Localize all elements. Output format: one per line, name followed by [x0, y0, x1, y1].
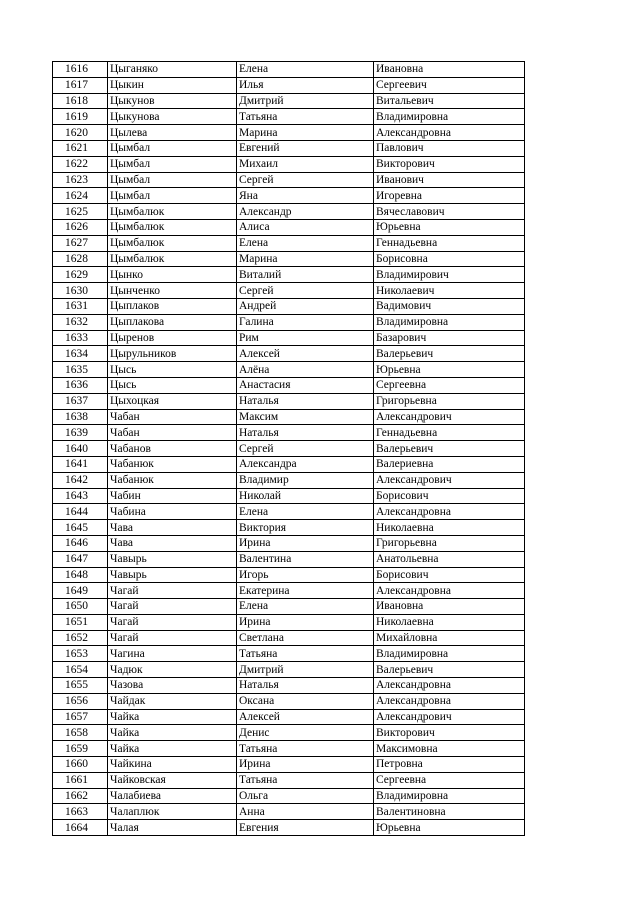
- table-row: [53, 283, 525, 299]
- first-name-cell: Марина: [237, 251, 374, 267]
- row-number-cell: 1645: [53, 520, 108, 536]
- row-number-cell: 1654: [53, 662, 108, 678]
- row-number-cell: 1637: [53, 393, 108, 409]
- row-number-cell: 1644: [53, 504, 108, 520]
- patronymic-cell: Борисовна: [374, 251, 525, 267]
- first-name-cell: Виктория: [237, 520, 374, 536]
- table-row: [53, 362, 525, 378]
- first-name-cell: Александра: [237, 456, 374, 472]
- first-name-cell: Максим: [237, 409, 374, 425]
- patronymic-cell: Валерьевич: [374, 441, 525, 457]
- first-name-cell: Алексей: [237, 709, 374, 725]
- last-name-cell: Цымбалюк: [108, 219, 237, 235]
- first-name-cell: Ирина: [237, 614, 374, 630]
- last-name-cell: Цыкунов: [108, 93, 237, 109]
- row-number-cell: 1658: [53, 725, 108, 741]
- last-name-cell: Чалаплюк: [108, 804, 237, 820]
- table-row: [53, 630, 525, 646]
- row-number-cell: 1642: [53, 472, 108, 488]
- row-number-cell: 1624: [53, 188, 108, 204]
- first-name-cell: Николай: [237, 488, 374, 504]
- last-name-cell: Цымбалюк: [108, 251, 237, 267]
- patronymic-cell: Александровна: [374, 693, 525, 709]
- row-number-cell: 1632: [53, 314, 108, 330]
- last-name-cell: Цыплакова: [108, 314, 237, 330]
- patronymic-cell: Анатольевна: [374, 551, 525, 567]
- last-name-cell: Цырульников: [108, 346, 237, 362]
- patronymic-cell: Александрович: [374, 709, 525, 725]
- patronymic-cell: Владимировна: [374, 109, 525, 125]
- last-name-cell: Чава: [108, 535, 237, 551]
- last-name-cell: Цыплаков: [108, 298, 237, 314]
- row-number-cell: 1638: [53, 409, 108, 425]
- row-number-cell: 1663: [53, 804, 108, 820]
- patronymic-cell: Геннадьевна: [374, 235, 525, 251]
- first-name-cell: Елена: [237, 62, 374, 78]
- row-number-cell: 1618: [53, 93, 108, 109]
- table-row: [53, 425, 525, 441]
- row-number-cell: 1627: [53, 235, 108, 251]
- row-number-cell: 1640: [53, 441, 108, 457]
- row-number-cell: 1630: [53, 283, 108, 299]
- last-name-cell: Чабин: [108, 488, 237, 504]
- patronymic-cell: Викторович: [374, 156, 525, 172]
- patronymic-cell: Геннадьевна: [374, 425, 525, 441]
- last-name-cell: Чагай: [108, 583, 237, 599]
- first-name-cell: Сергей: [237, 283, 374, 299]
- patronymic-cell: Сергеевна: [374, 772, 525, 788]
- row-number-cell: 1649: [53, 583, 108, 599]
- table-row: [53, 330, 525, 346]
- row-number-cell: 1626: [53, 219, 108, 235]
- row-number-cell: 1625: [53, 204, 108, 220]
- last-name-cell: Цысь: [108, 362, 237, 378]
- first-name-cell: Елена: [237, 235, 374, 251]
- first-name-cell: Татьяна: [237, 646, 374, 662]
- table-row: [53, 725, 525, 741]
- row-number-cell: 1616: [53, 62, 108, 78]
- table-row: [53, 267, 525, 283]
- last-name-cell: Цымбалюк: [108, 204, 237, 220]
- patronymic-cell: Владимирович: [374, 267, 525, 283]
- patronymic-cell: Ивановна: [374, 62, 525, 78]
- patronymic-cell: Александрович: [374, 409, 525, 425]
- row-number-cell: 1655: [53, 678, 108, 694]
- first-name-cell: Ирина: [237, 535, 374, 551]
- first-name-cell: Евгения: [237, 820, 374, 836]
- row-number-cell: 1664: [53, 820, 108, 836]
- patronymic-cell: Викторович: [374, 725, 525, 741]
- patronymic-cell: Григорьевна: [374, 535, 525, 551]
- patronymic-cell: Витальевич: [374, 93, 525, 109]
- last-name-cell: Чабина: [108, 504, 237, 520]
- first-name-cell: Наталья: [237, 678, 374, 694]
- row-number-cell: 1620: [53, 125, 108, 141]
- table-row: [53, 678, 525, 694]
- first-name-cell: Екатерина: [237, 583, 374, 599]
- row-number-cell: 1641: [53, 456, 108, 472]
- first-name-cell: Илья: [237, 77, 374, 93]
- last-name-cell: Цылева: [108, 125, 237, 141]
- row-number-cell: 1621: [53, 140, 108, 156]
- patronymic-cell: Сергеевна: [374, 377, 525, 393]
- last-name-cell: Чайка: [108, 709, 237, 725]
- table-row: [53, 456, 525, 472]
- row-number-cell: 1623: [53, 172, 108, 188]
- patronymic-cell: Борисович: [374, 488, 525, 504]
- row-number-cell: 1639: [53, 425, 108, 441]
- table-row: [53, 188, 525, 204]
- table-row: [53, 251, 525, 267]
- patronymic-cell: Игоревна: [374, 188, 525, 204]
- patronymic-cell: Ивановна: [374, 599, 525, 615]
- last-name-cell: Чайка: [108, 741, 237, 757]
- last-name-cell: Цынко: [108, 267, 237, 283]
- last-name-cell: Чабанюк: [108, 472, 237, 488]
- row-number-cell: 1651: [53, 614, 108, 630]
- table-row: [53, 346, 525, 362]
- table-row: [53, 520, 525, 536]
- row-number-cell: 1633: [53, 330, 108, 346]
- row-number-cell: 1660: [53, 757, 108, 773]
- table-row: [53, 535, 525, 551]
- last-name-cell: Цыганяко: [108, 62, 237, 78]
- table-row: [53, 504, 525, 520]
- patronymic-cell: Валерьевич: [374, 662, 525, 678]
- last-name-cell: Цымбал: [108, 140, 237, 156]
- table-row: [53, 741, 525, 757]
- table-row: [53, 140, 525, 156]
- table-row: [53, 709, 525, 725]
- table-row: [53, 804, 525, 820]
- first-name-cell: Евгений: [237, 140, 374, 156]
- row-number-cell: 1628: [53, 251, 108, 267]
- last-name-cell: Цыхоцкая: [108, 393, 237, 409]
- first-name-cell: Галина: [237, 314, 374, 330]
- last-name-cell: Чалабиева: [108, 788, 237, 804]
- first-name-cell: Владимир: [237, 472, 374, 488]
- patronymic-cell: Александровна: [374, 125, 525, 141]
- patronymic-cell: Павлович: [374, 140, 525, 156]
- last-name-cell: Чадюк: [108, 662, 237, 678]
- row-number-cell: 1631: [53, 298, 108, 314]
- first-name-cell: Ирина: [237, 757, 374, 773]
- last-name-cell: Чайдак: [108, 693, 237, 709]
- row-number-cell: 1659: [53, 741, 108, 757]
- row-number-cell: 1617: [53, 77, 108, 93]
- row-number-cell: 1661: [53, 772, 108, 788]
- patronymic-cell: Петровна: [374, 757, 525, 773]
- table-row: [53, 409, 525, 425]
- last-name-cell: Чабан: [108, 409, 237, 425]
- table-row: [53, 599, 525, 615]
- patronymic-cell: Базарович: [374, 330, 525, 346]
- last-name-cell: Чайкина: [108, 757, 237, 773]
- first-name-cell: Наталья: [237, 425, 374, 441]
- first-name-cell: Марина: [237, 125, 374, 141]
- last-name-cell: Чагина: [108, 646, 237, 662]
- last-name-cell: Чава: [108, 520, 237, 536]
- row-number-cell: 1662: [53, 788, 108, 804]
- last-name-cell: Цымбал: [108, 188, 237, 204]
- table-row: [53, 583, 525, 599]
- last-name-cell: Чавырь: [108, 551, 237, 567]
- first-name-cell: Игорь: [237, 567, 374, 583]
- patronymic-cell: Максимовна: [374, 741, 525, 757]
- table-row: [53, 393, 525, 409]
- table-row: [53, 377, 525, 393]
- patronymic-cell: Михайловна: [374, 630, 525, 646]
- document-page: [52, 61, 524, 836]
- patronymic-cell: Валерьевич: [374, 346, 525, 362]
- row-number-cell: 1622: [53, 156, 108, 172]
- first-name-cell: Светлана: [237, 630, 374, 646]
- patronymic-cell: Николаевна: [374, 520, 525, 536]
- last-name-cell: Чалая: [108, 820, 237, 836]
- table-row: [53, 472, 525, 488]
- patronymic-cell: Иванович: [374, 172, 525, 188]
- first-name-cell: Оксана: [237, 693, 374, 709]
- first-name-cell: Наталья: [237, 393, 374, 409]
- table-row: [53, 109, 525, 125]
- patronymic-cell: Александровна: [374, 504, 525, 520]
- table-row: [53, 314, 525, 330]
- patronymic-cell: Юрьевна: [374, 362, 525, 378]
- row-number-cell: 1619: [53, 109, 108, 125]
- row-number-cell: 1653: [53, 646, 108, 662]
- patronymic-cell: Сергеевич: [374, 77, 525, 93]
- patronymic-cell: Александровна: [374, 678, 525, 694]
- patronymic-cell: Юрьевна: [374, 820, 525, 836]
- first-name-cell: Алёна: [237, 362, 374, 378]
- patronymic-cell: Валентиновна: [374, 804, 525, 820]
- first-name-cell: Елена: [237, 504, 374, 520]
- table-row: [53, 125, 525, 141]
- first-name-cell: Дмитрий: [237, 93, 374, 109]
- row-number-cell: 1656: [53, 693, 108, 709]
- last-name-cell: Чайка: [108, 725, 237, 741]
- last-name-cell: Цысь: [108, 377, 237, 393]
- table-body: [53, 62, 525, 836]
- patronymic-cell: Владимировна: [374, 646, 525, 662]
- first-name-cell: Татьяна: [237, 772, 374, 788]
- first-name-cell: Ольга: [237, 788, 374, 804]
- table-row: [53, 156, 525, 172]
- patronymic-cell: Владимировна: [374, 788, 525, 804]
- last-name-cell: Чабан: [108, 425, 237, 441]
- patronymic-cell: Борисович: [374, 567, 525, 583]
- table-row: [53, 757, 525, 773]
- row-number-cell: 1652: [53, 630, 108, 646]
- first-name-cell: Анастасия: [237, 377, 374, 393]
- last-name-cell: Цыкин: [108, 77, 237, 93]
- first-name-cell: Анна: [237, 804, 374, 820]
- table-row: [53, 219, 525, 235]
- patronymic-cell: Валериевна: [374, 456, 525, 472]
- first-name-cell: Сергей: [237, 441, 374, 457]
- row-number-cell: 1634: [53, 346, 108, 362]
- row-number-cell: 1657: [53, 709, 108, 725]
- last-name-cell: Цымбал: [108, 172, 237, 188]
- table-row: [53, 235, 525, 251]
- table-row: [53, 662, 525, 678]
- table-row: [53, 93, 525, 109]
- row-number-cell: 1636: [53, 377, 108, 393]
- patronymic-cell: Николаевич: [374, 283, 525, 299]
- first-name-cell: Дмитрий: [237, 662, 374, 678]
- last-name-cell: Чабанов: [108, 441, 237, 457]
- first-name-cell: Татьяна: [237, 741, 374, 757]
- first-name-cell: Александр: [237, 204, 374, 220]
- first-name-cell: Михаил: [237, 156, 374, 172]
- row-number-cell: 1646: [53, 535, 108, 551]
- first-name-cell: Татьяна: [237, 109, 374, 125]
- last-name-cell: Чагай: [108, 599, 237, 615]
- last-name-cell: Чазова: [108, 678, 237, 694]
- table-row: [53, 567, 525, 583]
- row-number-cell: 1635: [53, 362, 108, 378]
- patronymic-cell: Вадимович: [374, 298, 525, 314]
- patronymic-cell: Владимировна: [374, 314, 525, 330]
- patronymic-cell: Григорьевна: [374, 393, 525, 409]
- table-row: [53, 646, 525, 662]
- table-row: [53, 614, 525, 630]
- table-row: [53, 441, 525, 457]
- last-name-cell: Чайковская: [108, 772, 237, 788]
- table-row: [53, 772, 525, 788]
- last-name-cell: Чавырь: [108, 567, 237, 583]
- first-name-cell: Алексей: [237, 346, 374, 362]
- first-name-cell: Сергей: [237, 172, 374, 188]
- last-name-cell: Цыренов: [108, 330, 237, 346]
- table-row: [53, 551, 525, 567]
- last-name-cell: Цымбал: [108, 156, 237, 172]
- patronymic-cell: Александровна: [374, 583, 525, 599]
- patronymic-cell: Николаевна: [374, 614, 525, 630]
- last-name-cell: Чабанюк: [108, 456, 237, 472]
- first-name-cell: Денис: [237, 725, 374, 741]
- first-name-cell: Рим: [237, 330, 374, 346]
- table-row: [53, 62, 525, 78]
- first-name-cell: Валентина: [237, 551, 374, 567]
- table-row: [53, 204, 525, 220]
- row-number-cell: 1643: [53, 488, 108, 504]
- first-name-cell: Яна: [237, 188, 374, 204]
- table-row: [53, 298, 525, 314]
- patronymic-cell: Александрович: [374, 472, 525, 488]
- last-name-cell: Цыкунова: [108, 109, 237, 125]
- last-name-cell: Чагай: [108, 630, 237, 646]
- table-row: [53, 820, 525, 836]
- first-name-cell: Елена: [237, 599, 374, 615]
- row-number-cell: 1647: [53, 551, 108, 567]
- patronymic-cell: Юрьевна: [374, 219, 525, 235]
- last-name-cell: Чагай: [108, 614, 237, 630]
- row-number-cell: 1650: [53, 599, 108, 615]
- row-number-cell: 1648: [53, 567, 108, 583]
- last-name-cell: Цымбалюк: [108, 235, 237, 251]
- table-row: [53, 788, 525, 804]
- patronymic-cell: Вячеславович: [374, 204, 525, 220]
- first-name-cell: Андрей: [237, 298, 374, 314]
- table-row: [53, 172, 525, 188]
- table-row: [53, 77, 525, 93]
- table-row: [53, 693, 525, 709]
- last-name-cell: Цынченко: [108, 283, 237, 299]
- first-name-cell: Алиса: [237, 219, 374, 235]
- table-row: [53, 488, 525, 504]
- row-number-cell: 1629: [53, 267, 108, 283]
- first-name-cell: Виталий: [237, 267, 374, 283]
- names-table: [52, 61, 525, 836]
